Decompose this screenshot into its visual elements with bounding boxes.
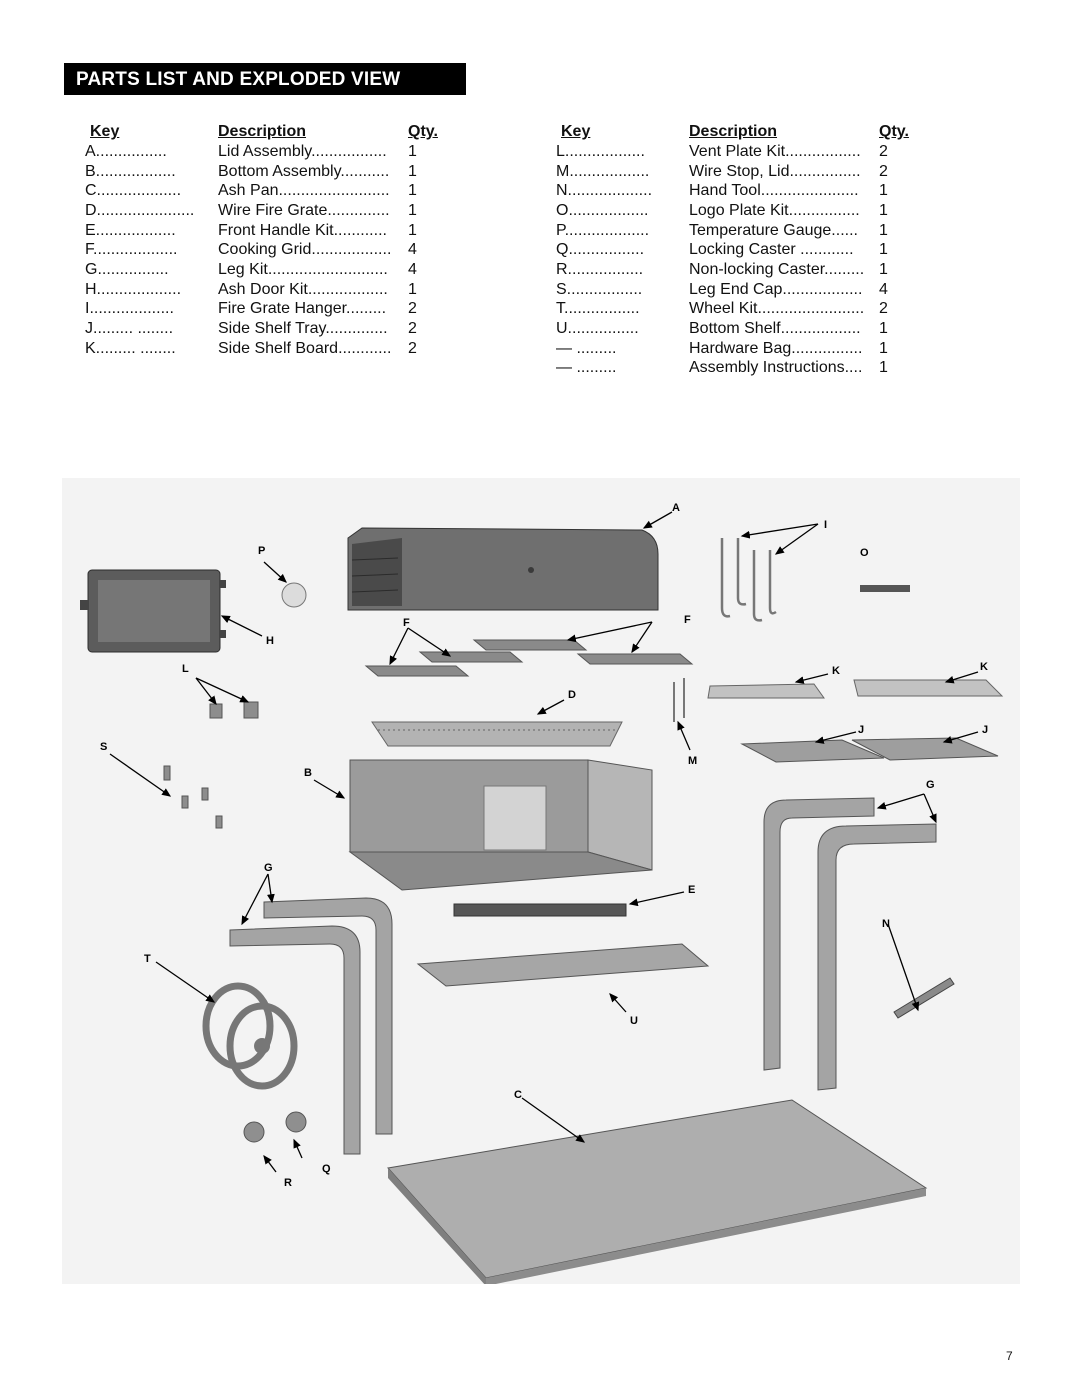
front-handle-part bbox=[454, 904, 626, 916]
part-key: D...................... bbox=[85, 201, 195, 219]
parts-row bbox=[85, 339, 438, 359]
parts-row bbox=[85, 280, 438, 300]
part-description: Front Handle Kit............ bbox=[218, 221, 387, 239]
part-key: M.................. bbox=[556, 162, 650, 180]
part-description: Ash Door Kit.................. bbox=[218, 280, 388, 298]
label-k-right: K bbox=[980, 661, 988, 673]
part-qty: 1 bbox=[879, 260, 888, 278]
header-qty: Qty. bbox=[408, 123, 438, 140]
parts-row bbox=[556, 280, 909, 300]
header-qty: Qty. bbox=[879, 123, 909, 140]
bottom-shelf-part bbox=[418, 944, 708, 986]
exploded-view-svg bbox=[62, 478, 1020, 1284]
part-qty: 1 bbox=[408, 142, 417, 160]
label-d: D bbox=[568, 689, 576, 701]
label-j-right: J bbox=[982, 724, 989, 736]
wire-stop-part bbox=[674, 678, 684, 722]
parts-row bbox=[556, 319, 909, 339]
parts-row bbox=[85, 142, 438, 162]
part-description: Leg Kit........................... bbox=[218, 260, 388, 278]
part-description: Leg End Cap.................. bbox=[689, 280, 863, 298]
logo-plate-part bbox=[860, 585, 910, 592]
part-qty: 2 bbox=[879, 300, 888, 318]
parts-row bbox=[556, 181, 909, 201]
part-description: Side Shelf Tray.............. bbox=[218, 320, 388, 338]
parts-list-left bbox=[85, 142, 438, 359]
label-c: C bbox=[514, 1089, 522, 1101]
part-description: Wire Fire Grate.............. bbox=[218, 201, 390, 219]
label-q: Q bbox=[322, 1163, 331, 1175]
parts-row bbox=[85, 260, 438, 280]
part-description: Lid Assembly................. bbox=[218, 142, 387, 160]
label-e: E bbox=[688, 884, 696, 896]
part-description: Vent Plate Kit................. bbox=[689, 142, 861, 160]
part-key: N................... bbox=[556, 182, 653, 200]
label-n: N bbox=[882, 918, 890, 930]
part-qty: 1 bbox=[408, 280, 417, 298]
parts-row bbox=[85, 300, 438, 320]
part-qty: 1 bbox=[879, 201, 888, 219]
exploded-view-diagram bbox=[62, 478, 1020, 1284]
part-key: — ......... bbox=[556, 359, 617, 377]
part-key: I................... bbox=[85, 300, 174, 318]
part-qty: 1 bbox=[879, 359, 888, 377]
part-qty: 1 bbox=[879, 339, 888, 357]
label-i: I bbox=[824, 519, 828, 531]
part-description: Wheel Kit........................ bbox=[689, 300, 865, 318]
part-description: Hand Tool...................... bbox=[689, 182, 859, 200]
parts-row bbox=[556, 359, 909, 379]
parts-table-right bbox=[556, 122, 909, 378]
label-p: P bbox=[258, 545, 266, 557]
leg-end-cap-part bbox=[164, 766, 222, 828]
parts-row bbox=[556, 240, 909, 260]
label-s: S bbox=[100, 741, 108, 753]
label-a: A bbox=[672, 502, 680, 514]
parts-row bbox=[556, 300, 909, 320]
wire-fire-grate-part bbox=[372, 722, 622, 746]
caster-part bbox=[244, 1112, 306, 1142]
part-key: U................ bbox=[556, 320, 639, 338]
part-key: J......... ........ bbox=[85, 320, 174, 338]
parts-row bbox=[556, 162, 909, 182]
parts-row bbox=[556, 339, 909, 359]
parts-row bbox=[85, 181, 438, 201]
part-qty: 1 bbox=[879, 182, 888, 200]
part-key: B.................. bbox=[85, 162, 176, 180]
header-key: Key bbox=[561, 123, 591, 140]
part-key: A................ bbox=[85, 142, 167, 160]
label-j-left: J bbox=[858, 724, 865, 736]
label-m: M bbox=[688, 755, 698, 767]
label-o: O bbox=[860, 547, 869, 559]
part-key: — ......... bbox=[556, 339, 617, 357]
part-key: E.................. bbox=[85, 221, 176, 239]
lid-assembly-part bbox=[348, 528, 658, 610]
label-l: L bbox=[182, 663, 189, 675]
parts-row bbox=[85, 221, 438, 241]
part-key: G................ bbox=[85, 260, 169, 278]
ash-door-part bbox=[80, 570, 226, 652]
label-k-left: K bbox=[832, 665, 840, 677]
part-key: F................... bbox=[85, 241, 178, 259]
part-description: Non-locking Caster......... bbox=[689, 260, 865, 278]
label-r: R bbox=[284, 1177, 292, 1189]
part-key: R................. bbox=[556, 260, 644, 278]
part-key: C................... bbox=[85, 182, 182, 200]
fire-grate-hanger-part bbox=[722, 538, 776, 620]
part-key: Q................. bbox=[556, 241, 645, 259]
label-f-left: F bbox=[403, 617, 410, 629]
part-key: K......... ........ bbox=[85, 339, 176, 357]
label-b: B bbox=[304, 767, 312, 779]
part-key: L.................. bbox=[556, 142, 645, 160]
parts-row bbox=[85, 201, 438, 221]
part-qty: 4 bbox=[408, 241, 417, 259]
part-qty: 1 bbox=[408, 201, 417, 219]
part-qty: 1 bbox=[408, 182, 417, 200]
part-qty: 1 bbox=[879, 241, 888, 259]
header-description: Description bbox=[218, 123, 307, 140]
part-description: Assembly Instructions.... bbox=[689, 359, 863, 377]
label-g-right: G bbox=[926, 779, 935, 791]
section-title: PARTS LIST AND EXPLODED VIEW bbox=[64, 63, 466, 95]
part-description: Logo Plate Kit................ bbox=[689, 201, 860, 219]
part-description: Hardware Bag................ bbox=[689, 339, 863, 357]
part-key: O.................. bbox=[556, 201, 649, 219]
part-description: Fire Grate Hanger......... bbox=[218, 300, 387, 318]
part-key: S................. bbox=[556, 280, 643, 298]
parts-row bbox=[556, 221, 909, 241]
part-key: P................... bbox=[556, 221, 650, 239]
parts-list-right bbox=[556, 142, 909, 378]
parts-row bbox=[556, 260, 909, 280]
ash-pan-part bbox=[388, 1100, 926, 1284]
part-qty: 2 bbox=[879, 162, 888, 180]
part-qty: 2 bbox=[879, 142, 888, 160]
part-qty: 1 bbox=[408, 162, 417, 180]
part-description: Temperature Gauge...... bbox=[689, 221, 858, 239]
part-qty: 4 bbox=[879, 280, 888, 298]
parts-row bbox=[85, 240, 438, 260]
table-header-row bbox=[85, 122, 438, 142]
header-description: Description bbox=[689, 123, 778, 140]
part-description: Ash Pan......................... bbox=[218, 182, 390, 200]
part-description: Cooking Grid.................. bbox=[218, 241, 392, 259]
wheel-kit-part bbox=[206, 986, 294, 1086]
part-qty: 2 bbox=[408, 320, 417, 338]
part-qty: 1 bbox=[408, 221, 417, 239]
label-h: H bbox=[266, 635, 274, 647]
part-qty: 1 bbox=[879, 320, 888, 338]
parts-row bbox=[556, 201, 909, 221]
cooking-grid-part bbox=[366, 640, 692, 676]
part-qty: 4 bbox=[408, 260, 417, 278]
label-u: U bbox=[630, 1015, 638, 1027]
parts-row bbox=[556, 142, 909, 162]
part-qty: 2 bbox=[408, 300, 417, 318]
hand-tool-part bbox=[894, 978, 954, 1018]
page-number: 7 bbox=[1006, 1349, 1013, 1363]
part-description: Bottom Shelf.................. bbox=[689, 320, 861, 338]
header-key: Key bbox=[90, 123, 120, 140]
parts-row bbox=[85, 319, 438, 339]
part-description: Bottom Assembly........... bbox=[218, 162, 390, 180]
part-description: Locking Caster ............ bbox=[689, 241, 854, 259]
part-description: Wire Stop, Lid................ bbox=[689, 162, 861, 180]
bottom-assembly-part bbox=[350, 760, 652, 890]
label-f-right: F bbox=[684, 614, 691, 626]
part-description: Side Shelf Board............ bbox=[218, 339, 392, 357]
part-key: H................... bbox=[85, 280, 182, 298]
part-qty: 1 bbox=[879, 221, 888, 239]
label-t: T bbox=[144, 953, 151, 965]
table-header-row bbox=[556, 122, 909, 142]
part-qty: 2 bbox=[408, 339, 417, 357]
side-shelf-tray-part bbox=[742, 738, 998, 762]
parts-row bbox=[85, 162, 438, 182]
temperature-gauge-part bbox=[282, 583, 306, 607]
part-key: T................. bbox=[556, 300, 640, 318]
side-shelf-board-part bbox=[708, 680, 1002, 698]
vent-plate-part bbox=[210, 702, 258, 718]
parts-table-left bbox=[85, 122, 438, 359]
label-g-left: G bbox=[264, 862, 273, 874]
